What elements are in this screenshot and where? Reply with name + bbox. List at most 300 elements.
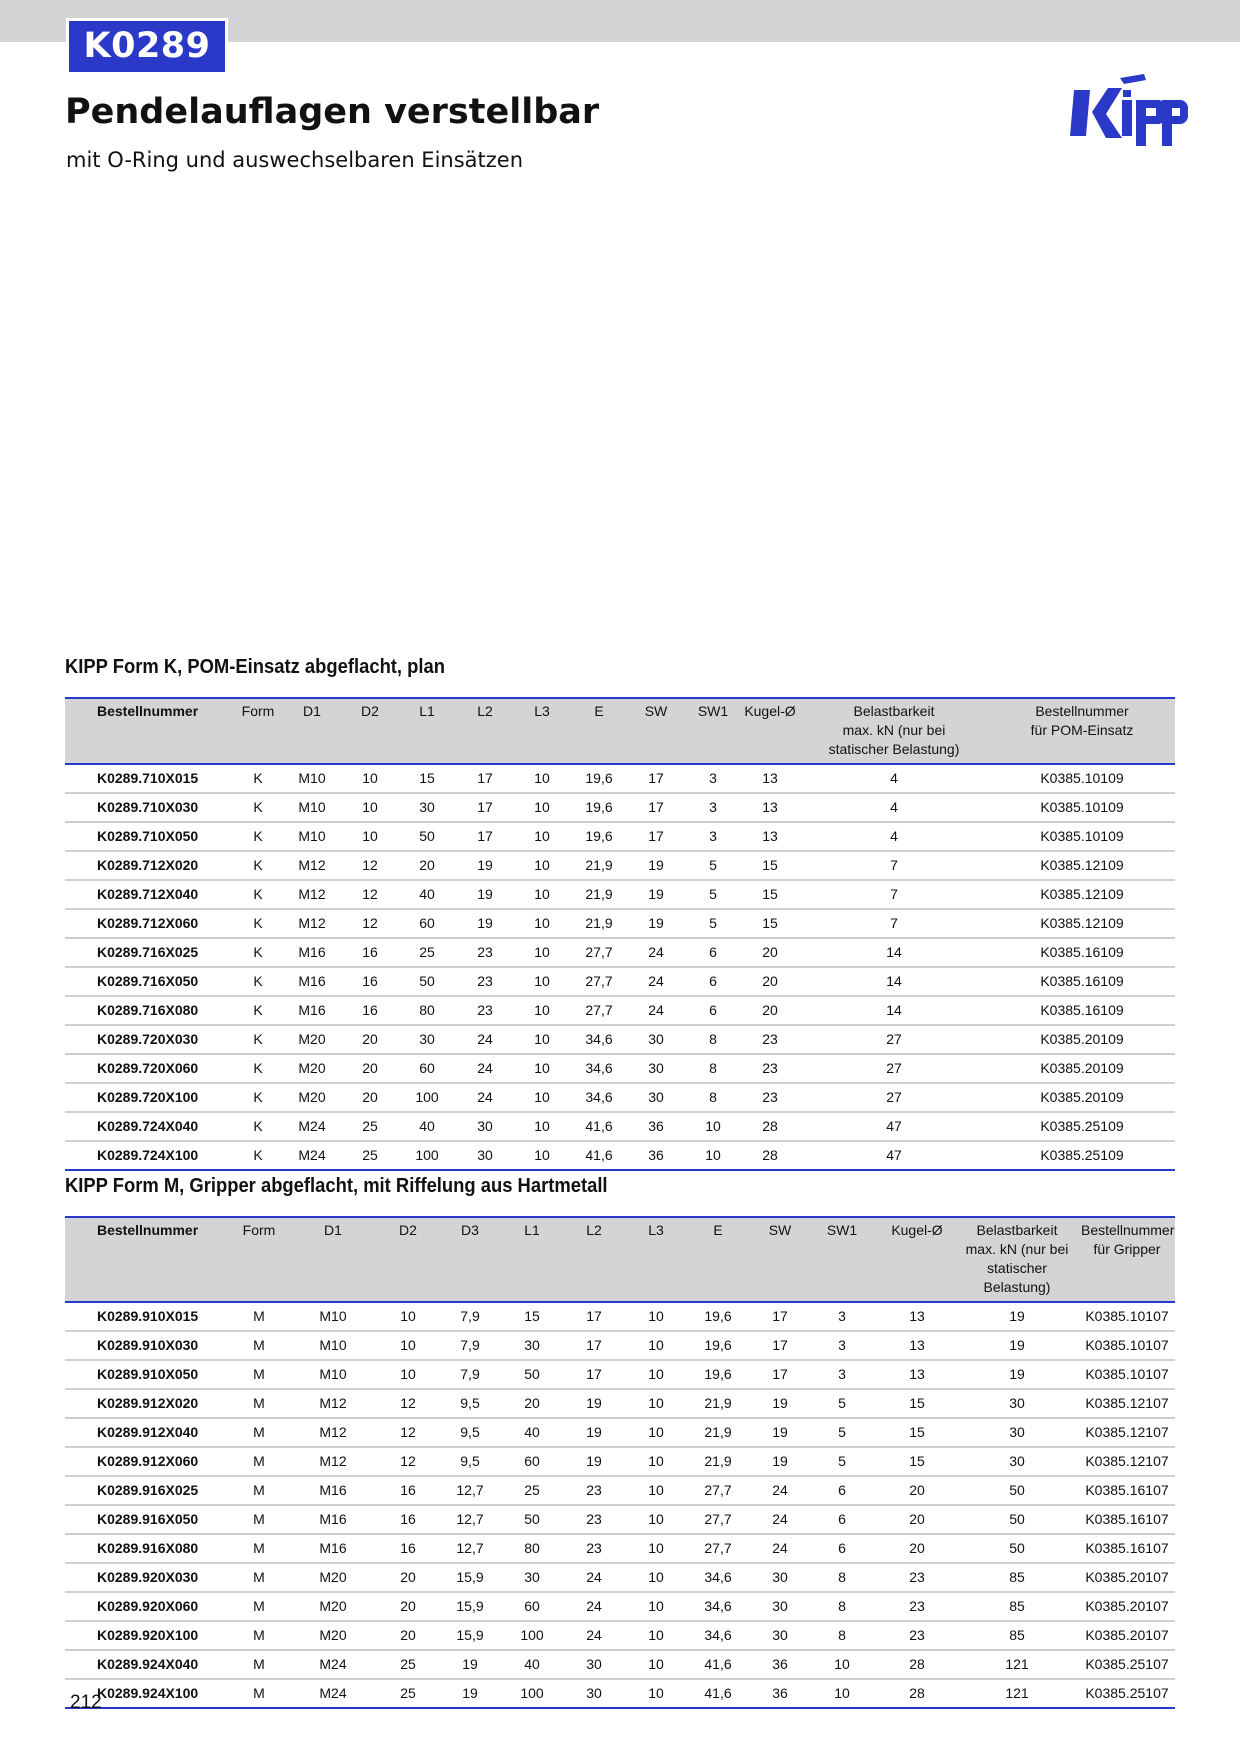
product-code-tag: K0289 bbox=[66, 18, 228, 75]
table-cell: 30 bbox=[477, 1147, 493, 1163]
table-cell: 10 bbox=[631, 1505, 681, 1534]
table-cell: M20 bbox=[283, 1621, 383, 1650]
table-cell: 10 bbox=[513, 793, 571, 822]
table-cell: K0385.20107 bbox=[1079, 1563, 1175, 1592]
table-cell: K bbox=[235, 1025, 281, 1054]
column-header-line: E bbox=[594, 703, 604, 719]
table-cell: K bbox=[235, 851, 281, 880]
table-cell: M12 bbox=[281, 851, 343, 880]
column-header-line: L3 bbox=[648, 1222, 664, 1238]
table-cell: M10 bbox=[281, 822, 343, 851]
column-header-line: Form bbox=[242, 1222, 276, 1238]
table-cell: 21,9 bbox=[681, 1389, 755, 1418]
table-cell: 36 bbox=[648, 1147, 664, 1163]
table-cell: 21,9 bbox=[571, 880, 627, 909]
table-cell: 25 bbox=[507, 1476, 557, 1505]
table-cell: 17 bbox=[755, 1360, 805, 1389]
table-cell: K bbox=[235, 822, 281, 851]
table-cell: 85 bbox=[955, 1563, 1079, 1592]
column-header-line: für POM-Einsatz bbox=[1030, 722, 1134, 738]
order-number-cell: K0289.920X030 bbox=[65, 1563, 235, 1592]
order-number-cell: K0289.712X020 bbox=[65, 851, 235, 880]
table-cell: K0385.20109 bbox=[989, 1054, 1175, 1083]
table-cell: M16 bbox=[281, 938, 343, 967]
table-cell: 10 bbox=[631, 1418, 681, 1447]
column-header-line: Bestellnummer bbox=[1081, 1222, 1175, 1238]
table-cell: M bbox=[235, 1302, 283, 1331]
column-header bbox=[741, 698, 799, 764]
table-cell: 10 bbox=[513, 764, 571, 793]
column-header-line: Bestellnummer bbox=[1035, 703, 1129, 719]
table-cell: 10 bbox=[705, 1147, 721, 1163]
table-cell: K0385.25107 bbox=[1085, 1685, 1169, 1701]
table-cell: 15 bbox=[879, 1418, 955, 1447]
table-cell: 23 bbox=[557, 1534, 631, 1563]
column-header bbox=[433, 1217, 507, 1302]
table-row bbox=[65, 764, 1175, 793]
column-header-line: E bbox=[713, 1222, 723, 1238]
table-cell: 12 bbox=[343, 880, 397, 909]
table-cell: 12 bbox=[343, 909, 397, 938]
table-row bbox=[65, 1592, 1175, 1621]
table-cell: 8 bbox=[805, 1592, 879, 1621]
order-number-cell: K0289.716X050 bbox=[65, 967, 235, 996]
table-cell: K bbox=[235, 793, 281, 822]
column-header bbox=[685, 698, 741, 764]
column-header-line: statischer Belastung) bbox=[828, 741, 960, 757]
table-cell: 10 bbox=[343, 822, 397, 851]
table-row bbox=[65, 1025, 1175, 1054]
table-cell: 9,5 bbox=[433, 1447, 507, 1476]
column-header-line: L2 bbox=[586, 1222, 602, 1238]
table-cell: 10 bbox=[513, 1083, 571, 1112]
table-cell: 20 bbox=[343, 1083, 397, 1112]
table-cell: 19 bbox=[627, 909, 685, 938]
column-header bbox=[65, 698, 235, 764]
table-cell: 19,6 bbox=[571, 822, 627, 851]
table-cell: 10 bbox=[343, 764, 397, 793]
table-cell: 4 bbox=[799, 793, 989, 822]
table-cell: 7 bbox=[799, 880, 989, 909]
column-header-line: SW1 bbox=[826, 1222, 858, 1238]
table-cell: 23 bbox=[557, 1476, 631, 1505]
table-cell: 19 bbox=[462, 1685, 478, 1701]
table-cell: 40 bbox=[397, 1112, 457, 1141]
column-header-line: Bestellnummer bbox=[97, 703, 199, 719]
table-cell: 13 bbox=[879, 1302, 955, 1331]
table-row bbox=[65, 1083, 1175, 1112]
table-cell: 21,9 bbox=[681, 1418, 755, 1447]
table-row bbox=[65, 996, 1175, 1025]
table-cell: 15,9 bbox=[433, 1592, 507, 1621]
table-cell: 14 bbox=[799, 967, 989, 996]
table-cell: M24 bbox=[319, 1685, 347, 1701]
table-cell: 30 bbox=[627, 1025, 685, 1054]
table-cell: 20 bbox=[383, 1621, 433, 1650]
table-cell: 19 bbox=[955, 1360, 1079, 1389]
table-cell: M10 bbox=[283, 1360, 383, 1389]
table-cell: 85 bbox=[955, 1621, 1079, 1650]
table-cell: M24 bbox=[298, 1147, 326, 1163]
table-cell: 19 bbox=[955, 1302, 1079, 1331]
table-cell: 10 bbox=[631, 1592, 681, 1621]
table-row bbox=[65, 1505, 1175, 1534]
column-header bbox=[383, 1217, 433, 1302]
table-cell: 121 bbox=[955, 1650, 1079, 1679]
order-number-cell: K0289.710X030 bbox=[65, 793, 235, 822]
table-row bbox=[65, 793, 1175, 822]
table-cell: 20 bbox=[507, 1389, 557, 1418]
column-header-line: D1 bbox=[303, 703, 321, 719]
column-header bbox=[631, 1217, 681, 1302]
table-row bbox=[65, 1112, 1175, 1141]
table-cell: M bbox=[235, 1360, 283, 1389]
table-cell: 20 bbox=[741, 967, 799, 996]
table-cell: 23 bbox=[879, 1621, 955, 1650]
table-cell: 7 bbox=[799, 851, 989, 880]
column-header bbox=[457, 698, 513, 764]
table-row bbox=[65, 880, 1175, 909]
table-cell: 30 bbox=[755, 1563, 805, 1592]
column-header-line: L3 bbox=[534, 703, 550, 719]
table-cell: 50 bbox=[397, 967, 457, 996]
table-cell: K0385.25107 bbox=[1079, 1650, 1175, 1679]
column-header-line: Bestellnummer bbox=[97, 1222, 199, 1238]
table-cell: 19,6 bbox=[681, 1360, 755, 1389]
table-body bbox=[65, 764, 1175, 1170]
table-cell: 25 bbox=[397, 938, 457, 967]
table-cell: 5 bbox=[805, 1389, 879, 1418]
table-cell: 30 bbox=[557, 1650, 631, 1679]
table-cell: 15 bbox=[741, 909, 799, 938]
table-cell: 20 bbox=[879, 1505, 955, 1534]
column-header bbox=[235, 1217, 283, 1302]
order-number-cell: K0289.910X030 bbox=[65, 1331, 235, 1360]
table-cell: 6 bbox=[805, 1534, 879, 1563]
order-number-cell: K0289.724X100 bbox=[97, 1147, 199, 1163]
order-number-cell: K0289.924X040 bbox=[65, 1650, 235, 1679]
table-cell: 14 bbox=[799, 938, 989, 967]
table-row bbox=[65, 1141, 1175, 1170]
table-cell: 50 bbox=[955, 1476, 1079, 1505]
table-cell: 50 bbox=[507, 1505, 557, 1534]
table-cell: 80 bbox=[507, 1534, 557, 1563]
table-cell: K0385.10109 bbox=[989, 793, 1175, 822]
column-header bbox=[507, 1217, 557, 1302]
table-cell: 10 bbox=[513, 967, 571, 996]
table-cell: 20 bbox=[343, 1025, 397, 1054]
column-header bbox=[557, 1217, 631, 1302]
table-cell: 34,6 bbox=[681, 1563, 755, 1592]
table-cell: 24 bbox=[557, 1621, 631, 1650]
table-cell: 24 bbox=[557, 1563, 631, 1592]
table-cell: 10 bbox=[534, 1147, 550, 1163]
order-number-cell: K0289.716X025 bbox=[65, 938, 235, 967]
column-header-line: D2 bbox=[361, 703, 379, 719]
table-cell: K0385.16109 bbox=[989, 996, 1175, 1025]
column-header bbox=[235, 698, 281, 764]
table-cell: 27 bbox=[799, 1054, 989, 1083]
page-number: 212 bbox=[70, 1692, 102, 1713]
table-cell: 85 bbox=[955, 1592, 1079, 1621]
column-header bbox=[65, 1217, 235, 1302]
table-cell: 13 bbox=[879, 1360, 955, 1389]
table-row bbox=[65, 1302, 1175, 1331]
table-cell: 15 bbox=[507, 1302, 557, 1331]
table-cell: K0385.16107 bbox=[1079, 1476, 1175, 1505]
table-cell: 10 bbox=[513, 1054, 571, 1083]
table-cell: K0385.12107 bbox=[1079, 1418, 1175, 1447]
table-cell: M bbox=[235, 1331, 283, 1360]
table-cell: 16 bbox=[383, 1534, 433, 1563]
column-header-line: Form bbox=[241, 703, 275, 719]
table-row bbox=[65, 1389, 1175, 1418]
table-cell: K bbox=[235, 909, 281, 938]
table-form-m bbox=[65, 1216, 1175, 1709]
table-cell: 6 bbox=[685, 938, 741, 967]
order-number-cell: K0289.924X100 bbox=[97, 1685, 199, 1701]
order-number-cell: K0289.916X025 bbox=[65, 1476, 235, 1505]
order-number-cell: K0289.720X100 bbox=[65, 1083, 235, 1112]
table-cell: 50 bbox=[955, 1534, 1079, 1563]
table-cell: 5 bbox=[805, 1418, 879, 1447]
table-cell: 19,6 bbox=[571, 793, 627, 822]
table-row bbox=[65, 909, 1175, 938]
table-cell: 13 bbox=[741, 793, 799, 822]
order-number-cell: K0289.710X015 bbox=[65, 764, 235, 793]
table-cell: 19 bbox=[627, 851, 685, 880]
table-cell: K0385.25109 bbox=[989, 1112, 1175, 1141]
table-cell: 10 bbox=[513, 909, 571, 938]
table-cell: 8 bbox=[685, 1025, 741, 1054]
table-cell: K bbox=[235, 764, 281, 793]
order-number-cell: K0289.910X015 bbox=[65, 1302, 235, 1331]
table-cell: K bbox=[235, 996, 281, 1025]
table-cell: 100 bbox=[397, 1083, 457, 1112]
table-cell: 19,6 bbox=[681, 1302, 755, 1331]
table-cell: 10 bbox=[631, 1389, 681, 1418]
table-cell: M bbox=[235, 1650, 283, 1679]
table-cell: 5 bbox=[685, 880, 741, 909]
table-cell: 30 bbox=[507, 1331, 557, 1360]
table-cell: 7,9 bbox=[433, 1302, 507, 1331]
table-cell: 30 bbox=[955, 1389, 1079, 1418]
table-cell: 16 bbox=[383, 1476, 433, 1505]
table-cell: 60 bbox=[397, 909, 457, 938]
table-cell: 6 bbox=[685, 996, 741, 1025]
table-cell: 6 bbox=[805, 1476, 879, 1505]
table-row bbox=[65, 1650, 1175, 1679]
table-cell: 17 bbox=[457, 764, 513, 793]
table-cell: M12 bbox=[283, 1389, 383, 1418]
order-number-cell: K0289.720X060 bbox=[65, 1054, 235, 1083]
table-cell: 27,7 bbox=[681, 1476, 755, 1505]
table-cell: M bbox=[235, 1447, 283, 1476]
table-cell: 36 bbox=[755, 1650, 805, 1679]
order-number-cell: K0289.916X080 bbox=[65, 1534, 235, 1563]
table-cell: 10 bbox=[631, 1331, 681, 1360]
table-cell: 16 bbox=[343, 996, 397, 1025]
column-header bbox=[397, 698, 457, 764]
table-cell: 17 bbox=[627, 793, 685, 822]
table-cell: 27,7 bbox=[571, 967, 627, 996]
table-cell: 12,7 bbox=[433, 1534, 507, 1563]
table-cell: K0385.16109 bbox=[989, 938, 1175, 967]
table-cell: 10 bbox=[685, 1112, 741, 1141]
table-cell: 12,7 bbox=[433, 1476, 507, 1505]
table-cell: M16 bbox=[283, 1476, 383, 1505]
table-cell: 27,7 bbox=[681, 1534, 755, 1563]
table-cell: 16 bbox=[343, 938, 397, 967]
column-header bbox=[989, 698, 1175, 764]
table-cell: 41,6 bbox=[681, 1650, 755, 1679]
table-body bbox=[65, 1302, 1175, 1708]
table-cell: 8 bbox=[685, 1054, 741, 1083]
table-cell: 40 bbox=[397, 880, 457, 909]
table-cell: M bbox=[235, 1592, 283, 1621]
column-header-line: max. kN (nur bei bbox=[965, 1241, 1069, 1257]
table-row bbox=[65, 1360, 1175, 1389]
table-cell: 36 bbox=[627, 1112, 685, 1141]
column-header bbox=[281, 698, 343, 764]
table-cell: 24 bbox=[557, 1592, 631, 1621]
table-cell: K0385.10107 bbox=[1079, 1360, 1175, 1389]
table-cell: 12 bbox=[383, 1389, 433, 1418]
table-cell: 30 bbox=[397, 793, 457, 822]
table-cell: 10 bbox=[631, 1360, 681, 1389]
table-cell: 3 bbox=[805, 1331, 879, 1360]
table-cell: 12 bbox=[343, 851, 397, 880]
table-cell: M bbox=[235, 1505, 283, 1534]
table-cell: 20 bbox=[383, 1563, 433, 1592]
table-cell: 23 bbox=[879, 1592, 955, 1621]
table-cell: 3 bbox=[685, 793, 741, 822]
table-cell: 21,9 bbox=[571, 851, 627, 880]
table-cell: 10 bbox=[343, 793, 397, 822]
table-cell: K bbox=[235, 967, 281, 996]
table-row bbox=[65, 1534, 1175, 1563]
table-cell: 23 bbox=[457, 996, 513, 1025]
table-row bbox=[65, 851, 1175, 880]
table-cell: 41,6 bbox=[571, 1112, 627, 1141]
table-cell: 10 bbox=[513, 938, 571, 967]
table-cell: 30 bbox=[955, 1447, 1079, 1476]
table-cell: 28 bbox=[762, 1147, 778, 1163]
table-cell: 10 bbox=[648, 1685, 664, 1701]
table-cell: 100 bbox=[520, 1685, 544, 1701]
column-header-line: Kugel-Ø bbox=[744, 703, 796, 719]
table-cell: 25 bbox=[343, 1112, 397, 1141]
table-cell: K0385.12107 bbox=[1079, 1389, 1175, 1418]
table-cell: K0385.16107 bbox=[1079, 1505, 1175, 1534]
table-cell: 17 bbox=[557, 1331, 631, 1360]
table-cell: 24 bbox=[755, 1476, 805, 1505]
page-title: Pendelauflagen verstellbar bbox=[65, 92, 600, 132]
table-cell: 20 bbox=[343, 1054, 397, 1083]
column-header bbox=[513, 698, 571, 764]
order-number-cell: K0289.712X040 bbox=[65, 880, 235, 909]
table-cell: 19 bbox=[557, 1389, 631, 1418]
table-cell: 10 bbox=[631, 1650, 681, 1679]
table-cell: 3 bbox=[805, 1360, 879, 1389]
table-cell: 17 bbox=[627, 764, 685, 793]
table-cell: M16 bbox=[283, 1505, 383, 1534]
table-cell: 10 bbox=[383, 1360, 433, 1389]
table-cell: 15 bbox=[879, 1447, 955, 1476]
table-cell: 8 bbox=[805, 1621, 879, 1650]
table-cell: 9,5 bbox=[433, 1389, 507, 1418]
table-cell: 10 bbox=[513, 1025, 571, 1054]
table-cell: K0385.12109 bbox=[989, 851, 1175, 880]
table-cell: 10 bbox=[631, 1476, 681, 1505]
table-cell: M10 bbox=[281, 793, 343, 822]
table-cell: 25 bbox=[400, 1685, 416, 1701]
table-cell: 60 bbox=[507, 1592, 557, 1621]
column-header bbox=[805, 1217, 879, 1302]
table-cell: M bbox=[253, 1685, 265, 1701]
table-cell: 19,6 bbox=[681, 1331, 755, 1360]
table-cell: K bbox=[253, 1147, 263, 1163]
column-header bbox=[879, 1217, 955, 1302]
table-cell: 34,6 bbox=[571, 1083, 627, 1112]
order-number-cell: K0289.720X030 bbox=[65, 1025, 235, 1054]
table-cell: 16 bbox=[383, 1505, 433, 1534]
table-cell: 15,9 bbox=[433, 1563, 507, 1592]
table-cell: 4 bbox=[799, 822, 989, 851]
table-cell: M bbox=[235, 1476, 283, 1505]
table-cell: M10 bbox=[283, 1331, 383, 1360]
order-number-cell: K0289.710X050 bbox=[65, 822, 235, 851]
table-cell: 7,9 bbox=[433, 1360, 507, 1389]
table-cell: 15,9 bbox=[433, 1621, 507, 1650]
table-cell: 17 bbox=[557, 1360, 631, 1389]
table-cell: 12,7 bbox=[433, 1505, 507, 1534]
table-cell: 17 bbox=[457, 822, 513, 851]
table-cell: 40 bbox=[507, 1418, 557, 1447]
column-header bbox=[799, 698, 989, 764]
table-cell: 3 bbox=[685, 764, 741, 793]
table-cell: 14 bbox=[799, 996, 989, 1025]
table-cell: M12 bbox=[281, 880, 343, 909]
table-cell: M20 bbox=[283, 1563, 383, 1592]
order-number-cell: K0289.920X100 bbox=[65, 1621, 235, 1650]
table-cell: M12 bbox=[283, 1447, 383, 1476]
table-cell: K0385.10109 bbox=[989, 764, 1175, 793]
table-cell: K0385.12107 bbox=[1079, 1447, 1175, 1476]
table-cell: 19 bbox=[755, 1418, 805, 1447]
table-cell: 23 bbox=[879, 1563, 955, 1592]
table-cell: 60 bbox=[397, 1054, 457, 1083]
table-cell: 19 bbox=[755, 1447, 805, 1476]
table-cell: M bbox=[235, 1389, 283, 1418]
table-cell: 15 bbox=[741, 851, 799, 880]
table-cell: 10 bbox=[513, 851, 571, 880]
column-header-line: für Gripper bbox=[1093, 1241, 1161, 1257]
table-cell: 30 bbox=[755, 1621, 805, 1650]
table-cell: 23 bbox=[741, 1025, 799, 1054]
column-header bbox=[681, 1217, 755, 1302]
table-cell: 3 bbox=[685, 822, 741, 851]
column-header-line: L2 bbox=[477, 703, 493, 719]
table-cell: 34,6 bbox=[681, 1592, 755, 1621]
table-row bbox=[65, 938, 1175, 967]
table-cell: 5 bbox=[685, 909, 741, 938]
table-row bbox=[65, 1476, 1175, 1505]
table-row bbox=[65, 1679, 1175, 1708]
table-cell: 19 bbox=[955, 1331, 1079, 1360]
table-cell: M10 bbox=[283, 1302, 383, 1331]
table-cell: 25 bbox=[383, 1650, 433, 1679]
